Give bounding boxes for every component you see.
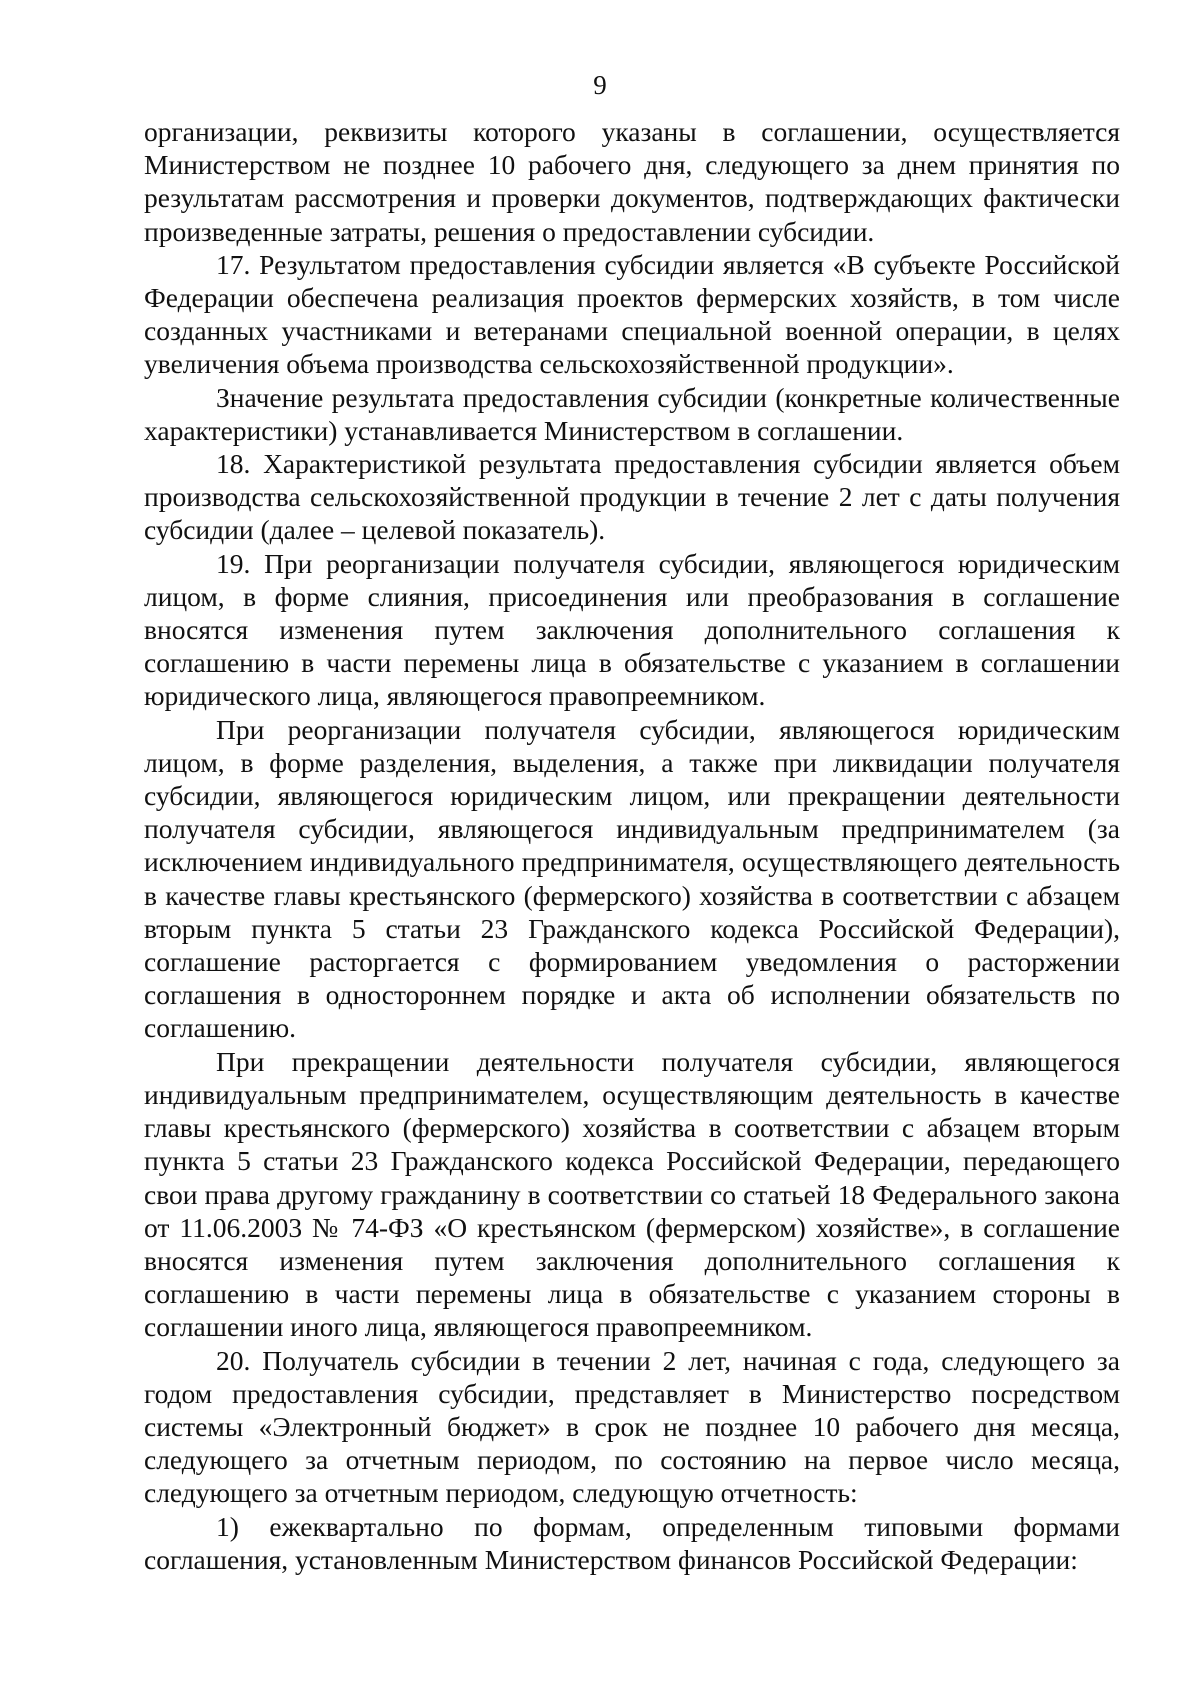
paragraph-19: 19. При реорганизации получателя субсидии, являющегося юридическим лицом, в форме слияния, присоединения или преобразования в соглашение вносятся изменения путем заключения дополнительного соглашения к соглашению в части перемены лица в обязательстве с указанием в соглашении юридического лица, являющегося правопреемником. <box>144 547 1120 712</box>
paragraph-17: 17. Результатом предоставления субсидии является «В субъекте Российской Федерации обеспечена реализация проектов фермерских хозяйств, в том числе созданных участниками и ветеранами специальной военной операции, в целях увеличения объема производства сельскохозяйственной продукции». <box>144 248 1120 380</box>
paragraph-18: 18. Характеристикой результата предоставления субсидии является объем производства сельскохозяйственной продукции в течение 2 лет с даты получения субсидии (далее – целевой показатель). <box>144 448 1120 546</box>
paragraph-reorganization: При реорганизации получателя субсидии, являющегося юридическим лицом, в форме разделения, выделения, а также при ликвидации получателя субсидии, являющегося юридическим лицом, или прекращении деятельности получателя субсидии, являющегося индивидуальным предпринимателем (за исключением индивидуального предпринимателя, осуществляющего деятельность в качестве главы крестьянского (фермерского) хозяйства в соответствии с абзацем вторым пункта 5 статьи 23 Гражданского кодекса Российской Федерации), соглашение расторгается с формированием уведомления о расторжении соглашения в одностороннем порядке и акта об исполнении обязательств по соглашению. <box>144 713 1120 1044</box>
paragraph-20: 20. Получатель субсидии в течении 2 лет, начиная с года, следующего за годом предоставления субсидии, представляет в Министерство посредством системы «Электронный бюджет» в срок не позднее 10 рабочего дня месяца, следующего за отчетным периодом, по состоянию на первое число месяца, следующего за отчетным периодом, следующую отчетность: <box>144 1344 1120 1509</box>
paragraph-continuation: организации, реквизиты которого указаны в соглашении, осуществляется Министерством не позднее 10 рабочего дня, следующего за днем принятия по результатам рассмотрения и проверки документов, подтверждающих фактически произведенные затраты, решения о предоставлении субсидии. <box>144 116 1120 247</box>
paragraph-termination: При прекращении деятельности получателя субсидии, являющегося индивидуальным предпринимателем, осуществляющим деятельность в качестве главы крестьянского (фермерского) хозяйства в соответствии с абзацем вторым пункта 5 статьи 23 Гражданского кодекса Российской Федерации, передающего свои права другому гражданину в соответствии со статьей 18 Федерального закона от 11.06.2003 № 74-ФЗ «О крестьянском (фермерском) хозяйстве», в соглашение вносятся изменения путем заключения дополнительного соглашения к соглашению в части перемены лица в обязательстве с указанием стороны в соглашении иного лица, являющегося правопреемником. <box>144 1045 1120 1343</box>
paragraph-20-item-1: 1) ежеквартально по формам, определенным типовыми формами соглашения, установленным Министерством финансов Российской Федерации: <box>144 1510 1120 1575</box>
document-body <box>144 115 1120 1576</box>
page-number: 9 <box>593 70 607 100</box>
paragraph-result-value: Значение результата предоставления субсидии (конкретные количественные характеристики) устанавливается Министерством в соглашении. <box>144 381 1120 446</box>
